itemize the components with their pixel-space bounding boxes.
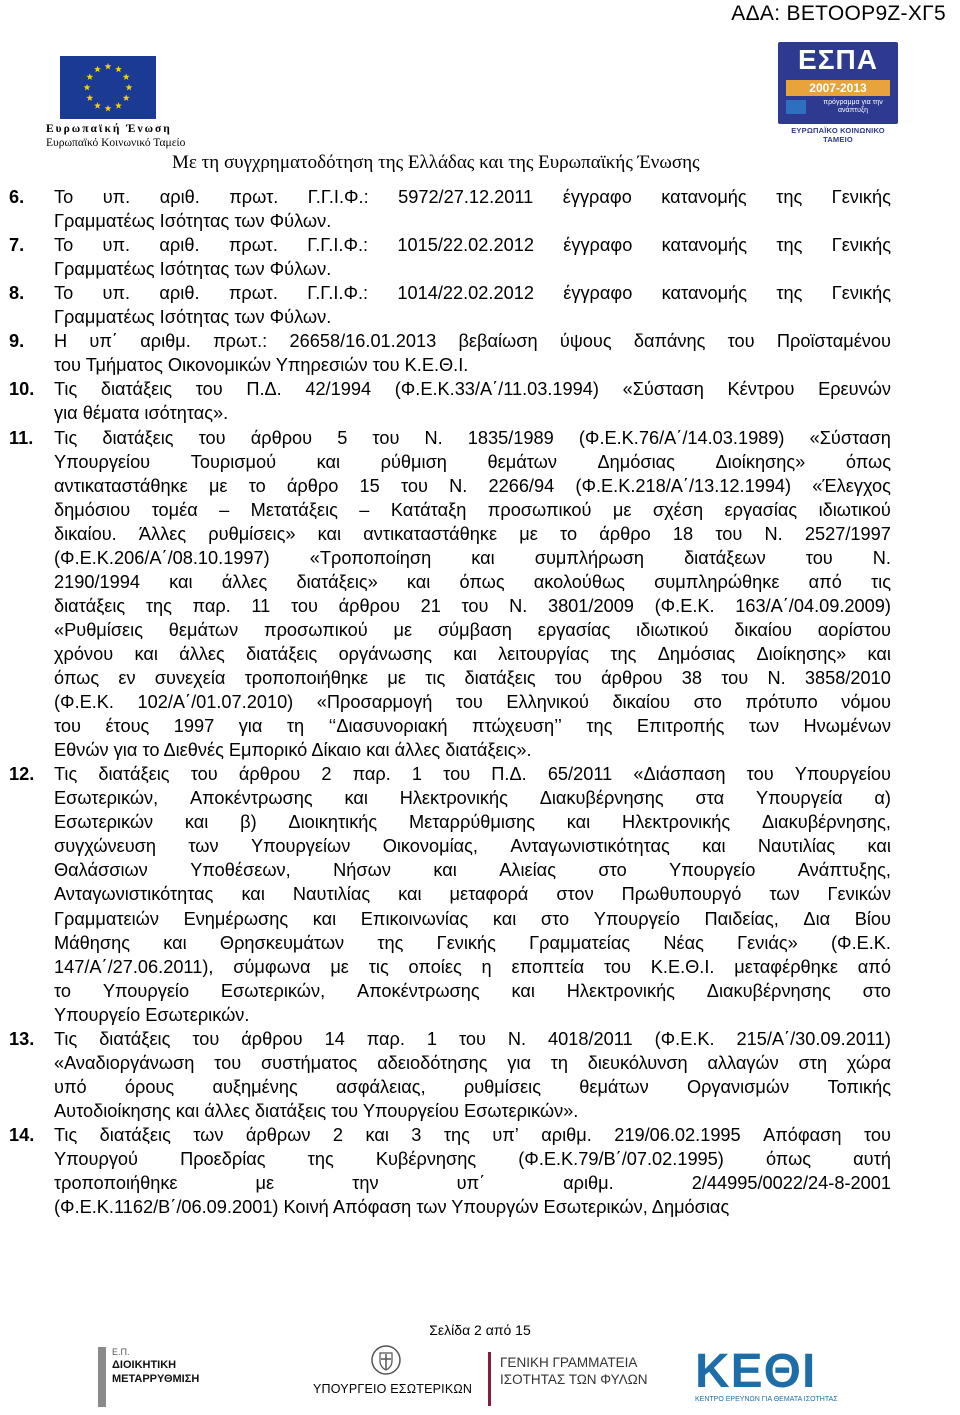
list-item-line: Τις διατάξεις του άρθρου 5 του Ν. 1835/1989 (Φ.Ε.Κ.76/Α΄/14.03.1989) «Σύσταση	[54, 427, 891, 448]
ggi-line1: ΓΕΝΙΚΗ ΓΡΑΜΜΑΤΕΙΑ	[500, 1355, 638, 1370]
dm-line1: ΔΙΟΙΚΗΤΙΚΗ	[112, 1359, 177, 1371]
eu-fund-name: Ευρωπαϊκό Κοινωνικό Ταμείο	[46, 137, 186, 149]
list-item-line: υπό όρους αυξημένης ασφάλειας, ρυθμίσεις θεμάτων Οργανισμών Τοπικής	[54, 1076, 891, 1097]
list-item-line: Εσωτερικών, Αποκέντρωσης και Ηλεκτρονικής Διακυβέρνησης στα Υπουργεία α)	[54, 788, 891, 809]
list-item-line: Τις διατάξεις του άρθρου 14 παρ. 1 του Ν. 4018/2011 (Φ.Ε.Κ. 215/Α΄/30.09.2011)	[54, 1028, 891, 1049]
eu-caption	[46, 122, 196, 150]
greek-emblem-icon	[370, 1344, 402, 1376]
list-item-line: Η υπ΄ αριθμ. πρωτ.: 26658/16.01.2013 βεβαίωση ύψους δαπάνης του Προϊσταμένου	[54, 331, 891, 352]
list-item-line: Υπουργείο Εσωτερικών.	[54, 1004, 250, 1025]
list-item-number: 12.	[9, 764, 35, 785]
list-item-line: Το υπ. αριθ. πρωτ. Γ.Γ.Ι.Φ.: 1014/22.02.2012 έγγραφο κατανομής της Γενικής	[54, 283, 891, 304]
list-item-number: 6.	[9, 187, 25, 207]
greek-flag-icon	[786, 100, 806, 114]
kethi-subtitle: ΚΕΝΤΡΟ ΕΡΕΥΝΩΝ ΓΙΑ ΘΕΜΑΤΑ ΙΣΟΤΗΤΑΣ	[695, 1396, 838, 1403]
list-item-line: Υπουργού Προεδρίας της Κυβέρνησης (Φ.Ε.Κ.79/Β΄/07.02.1995) όπως αυτή	[54, 1149, 891, 1169]
list-item-line: διατάξεις της παρ. 11 του άρθρου 21 του Ν. 3801/2009 (Φ.Ε.Κ. 163/Α΄/04.09.2009)	[54, 595, 891, 616]
list-item-line: «Αναδιοργάνωση του συστήματος αδειοδότησης για τη διευκόλυνση αλλαγών στη χώρα	[54, 1052, 891, 1073]
list-item-line: Γραμματέως Ισότητας των Φύλων.	[54, 259, 332, 280]
list-item-line: (Φ.Ε.Κ. 102/Α΄/01.07.2010) «Προσαρμογή του Ελληνικού δικαίου στο πρότυπο νόμου	[54, 692, 891, 713]
ypes-label: ΥΠΟΥΡΓΕΙΟ ΕΣΩΤΕΡΙΚΩΝ	[313, 1382, 473, 1396]
list-item-line: Μάθησης και Θρησκευμάτων της Γενικής Γραμματείας Νέας Γενιάς» (Φ.Ε.Κ.	[54, 932, 891, 953]
list-item-line: Τις διατάξεις του άρθρου 2 παρ. 1 του Π.Δ. 65/2011 «Διάσπαση του Υπουργείου	[54, 764, 891, 785]
dioikitiki-metarrythmisi-logo	[98, 1343, 218, 1409]
eu-name: Ευρωπαϊκή Ένωση	[46, 123, 172, 135]
list-item-line: Γραμματειών Ενημέρωσης και Επικοινωνίας και στο Υπουργείο Παιδείας, Δια Βίου	[54, 908, 891, 929]
list-item-line: Γραμματέως Ισότητας των Φύλων.	[54, 211, 332, 232]
kethi-logo	[695, 1346, 855, 1410]
list-item-line: Θαλάσσιων Υποθέσεων, Νήσων και Αλιείας στο Υπουργείο Ανάπτυξης,	[54, 860, 891, 881]
espa-title: ΕΣΠΑ	[798, 44, 878, 75]
list-item-line: όπως εν συνεχεία τροποποιήθηκε με τις διατάξεις του άρθρου 38 του Ν. 3858/2010	[54, 668, 891, 688]
list-item-line: 147/Α΄/27.06.2011), σύμφωνα με τις οποίες η εποπτεία του Κ.Ε.Θ.Ι. μεταφέρθηκε από	[54, 956, 891, 977]
list-item-line: χρόνου και άλλες διατάξεις οργάνωσης και λειτουργίας της Δημόσιας Διοίκησης» και	[54, 643, 891, 664]
list-item-line: του Τμήματος Οικονομικών Υπηρεσιών του Κ.Ε.Θ.Ι.	[54, 355, 469, 376]
list-item-number: 10.	[9, 379, 35, 400]
list-item-line: Τις διατάξεις του Π.Δ. 42/1994 (Φ.Ε.Κ.33/Α΄/11.03.1994) «Σύσταση Κέντρου Ερευνών	[54, 379, 891, 400]
list-item-number: 13.	[9, 1028, 35, 1049]
espa-fund-caption: ΕΥΡΩΠΑΪΚΟ ΚΟΙΝΩΝΙΚΟ ΤΑΜΕΙΟ	[791, 126, 885, 144]
list-item-line: Το υπ. αριθ. πρωτ. Γ.Γ.Ι.Φ.: 1015/22.02.2012 έγγραφο κατανομής της Γενικής	[54, 235, 891, 256]
list-item-line: Το υπ. αριθ. πρωτ. Γ.Γ.Ι.Φ.: 5972/27.12.2011 έγγραφο κατανομής της Γενικής	[54, 187, 891, 207]
list-item-line: Εθνών για το Διεθνές Εμπορικό Δίκαιο και άλλες διατάξεις».	[54, 740, 532, 761]
kethi-wordmark: ΚΕΘΙ	[695, 1345, 817, 1398]
espa-years: 2007-2013	[786, 80, 890, 96]
espa-slogan: πρόγραμμα για την ανάπτυξη	[823, 99, 883, 114]
list-item-number: 8.	[9, 283, 25, 304]
eu-flag-logo	[60, 56, 156, 119]
dm-line2: ΜΕΤΑΡΡΥΘΜΙΣΗ	[112, 1373, 200, 1385]
dm-ep: Ε.Π.	[112, 1347, 130, 1357]
list-item-line: τροποποιήθηκε με την υπ΄ αριθμ. 2/44995/0022/24-8-2001	[54, 1173, 891, 1194]
list-item-line: δικαίου. Άλλες ρυθμίσεις» και αντικαταστάθηκε με το άρθρο 18 του Ν. 2527/1997	[54, 523, 891, 544]
list-item-line: 2190/1994 και άλλες διατάξεις» και όπως ακολούθως συμπληρώθηκε από τις	[54, 571, 891, 592]
list-item-line: του έτους 1997 για τη ‘‘Διασυνοριακή πτώχευση’’ της Επιτροπής των Ηνωμένων	[54, 716, 891, 737]
list-item-line: συγχώνευση των Υπουργείων Οικονομίας, Ανταγωνιστικότητας και Ναυτιλίας και	[54, 836, 891, 857]
espa-logo	[778, 42, 898, 144]
list-item-line: Αυτοδιοίκησης και άλλες διατάξεις του Υπουργείου Εσωτερικών».	[54, 1100, 579, 1121]
list-item-number: 11.	[9, 427, 34, 448]
ada-code: ΑΔΑ: ΒΕΤΟΟΡ9Ζ-ΧΓ5	[731, 2, 946, 25]
list-item-line: (Φ.Ε.Κ.206/Α΄/08.10.1997) «Τροποποίηση και συμπλήρωση διατάξεων του Ν.	[54, 547, 891, 568]
list-item-line: Ανταγωνιστικότητας και Ναυτιλίας και μεταφορά στον Πρωθυπουργό των Γενικών	[54, 884, 891, 905]
list-item-line: (Φ.Ε.Κ.1162/Β΄/06.09.2001) Κοινή Απόφαση των Υπουργών Εσωτερικών, Δημόσιας	[54, 1197, 730, 1218]
list-item-line: για θέματα ισότητας».	[54, 403, 229, 424]
list-item-number: 14.	[9, 1124, 35, 1145]
list-item-line: δημόσιου τομέα – Μετατάξεις – Κατάταξη προσωπικού με σχέση εργασίας ιδιωτικού	[54, 499, 891, 520]
list-item-line: Υπουργείου Τουρισμού και ρύθμιση θεμάτων Δημόσιας Διοίκησης» όπως	[54, 451, 891, 472]
list-item-line: το Υπουργείο Εσωτερικών, Αποκέντρωσης και Ηλεκτρονικής Διακυβέρνησης στο	[54, 980, 891, 1001]
list-item-line: αντικαταστάθηκε με το άρθρο 15 του Ν. 2266/94 (Φ.Ε.Κ.218/Α΄/13.12.1994) «Έλεγχος	[54, 475, 891, 496]
ggi-line2: ΙΣΟΤΗΤΑΣ ΤΩΝ ΦΥΛΩΝ	[500, 1372, 648, 1387]
list-item-number: 7.	[9, 235, 25, 256]
list-item-line: Γραμματέως Ισότητας των Φύλων.	[54, 307, 332, 328]
list-item-line: «Ρυθμίσεις θεμάτων προσωπικού με σύμβαση εργασίας ιδιωτικού δικαίου αορίστου	[54, 619, 891, 640]
page-number: Σελίδα 2 από 15	[429, 1322, 531, 1338]
cofunding-note: Με τη συγχρηματοδότηση της Ελλάδας και της Ευρωπαϊκής Ένωσης	[172, 152, 700, 173]
list-item-line: Εσωτερικών και β) Διοικητικής Μεταρρύθμισης και Ηλεκτρονικής Διακυβέρνησης,	[54, 812, 891, 833]
list-item-number: 9.	[9, 331, 25, 352]
list-item-line: Τις διατάξεις των άρθρων 2 και 3 της υπ’ αριθμ. 219/06.02.1995 Απόφαση του	[54, 1124, 891, 1145]
